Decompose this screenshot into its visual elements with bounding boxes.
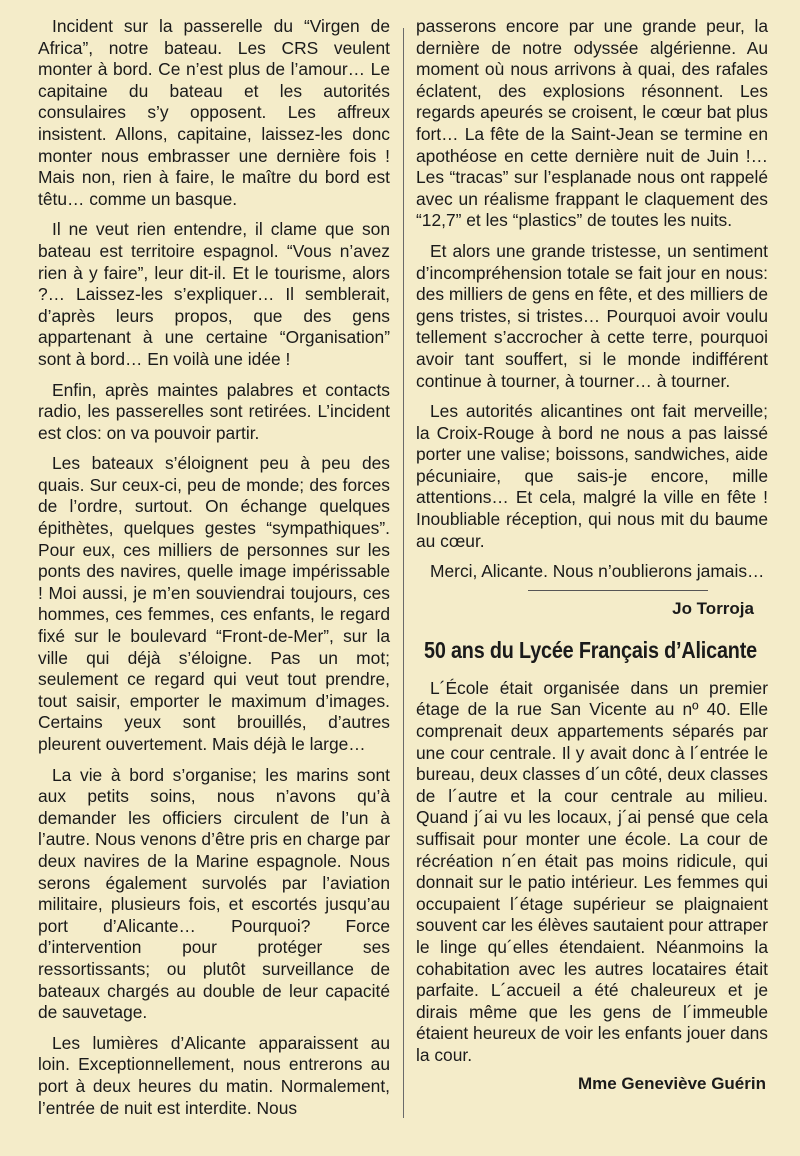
paragraph: Enfin, après maintes palabres et contacts radio, les passerelles sont retirées. L’incident est clos: on va pouvoir partir.: [38, 379, 390, 443]
article-title: 50 ans du Lycée Français d’Alicante: [424, 636, 757, 663]
signature-rule: [528, 590, 708, 591]
author-signature: Jo Torroja: [672, 598, 754, 618]
paragraph: Il ne veut rien entendre, il clame que son bateau est territoire espagnol. “Vous n’avez rien à y faire”, leur dit-il. Et le tourisme, alors ?… Laissez-les s’expliquer… Il semblerait, d’après leurs propos, que des gens appartenant à une certaine “Organisation” sont à bord… En voilà une idée !: [38, 219, 390, 369]
right-column: [416, 16, 768, 1108]
article-body: L´École était organisée dans un premier étage de la rue San Vicente au nº 40. Elle comprenait deux appartements séparés par une cour centrale. Il y avait donc à l´entrée le bureau, deux classes d´un côté, deux classes de l´autre et la cour centrale au milieu. Quand j´ai vu les locaux, j´ai pensé que cela suffisait pour monter une école. La cour de récréation n´en était pas moins ridicule, qui donnait sur le patio intérieur. Les femmes qui occupaient l´étage supérieur se plaignaient souvent car les élèves sautaient pour attraper le linge qu´elles étendaient. Néanmoins la cohabitation avec les autres locataires était parfaite. L´accueil a été chaleureux et je dirais même que les gens de l´immeuble étaient heureux de voir les enfants jouer dans la cour.: [416, 677, 768, 1065]
paragraph: La vie à bord s’organise; les marins sont aux petits soins, nous n’avons qu’à demander les officiers circulent de l’un à l’autre. Nous venons d’être pris en charge par deux navires de la Marine espagnole. Nous serons également survolés par l’aviation militaire, plusieurs fois, et escortés jusqu’au port d’Alicante… Pourquoi? Force d’intervention pour protéger ses ressortissants; ou plutôt surveillance de bateaux chargés au double de leur capacité de sauvetage.: [38, 764, 390, 1023]
left-column: [38, 16, 390, 1128]
paragraph: Les bateaux s’éloignent peu à peu des quais. Sur ceux-ci, peu de monde; des forces de l’ordre, surtout. On échange quelques épithètes, quelques gestes “sympathiques”. Pour eux, ces milliers de personnes sur les ponts des navires, quelle image impérissable ! Moi aussi, je m’en souviendrai toujours, ces hommes, ces femmes, ces enfants, le regard fixé sur le boulevard “Front-de-Mer”, sur la ville qui déjà s’éloigne. Pas un mot; seulement ce regard qui veut tout prendre, tout saisir, emporter le maximum d’images. Certains yeux sont brouillés, d’autres pleurent ouvertement. Mais déjà le large…: [38, 453, 390, 754]
paragraph: Incident sur la passerelle du “Virgen de Africa”, notre bateau. Les CRS veulent monter à bord. Ce n’est plus de l’amour… Le capitaine du bateau et les autorités consulaires s’y opposent. Les affreux insistent. Allons, capitaine, laissez-les donc monter nous embrasser une dernière fois ! Mais non, rien à faire, le maître du bord est têtu… comme un basque.: [38, 16, 390, 209]
paragraph: Et alors une grande tristesse, un sentiment d’incompréhension totale se fait jour en nous: des milliers de gens en fête, et des milliers de gens tristes, si tristes… Pourquoi avoir voulu tellement s’accrocher à cette terre, pourquoi avoir tant souffert, si le monde indifférent continue à tourner, à tourner… à tourner.: [416, 240, 768, 391]
paragraph: Merci, Alicante. Nous n’oublierons jamais…: [430, 561, 765, 582]
paragraph: Les lumières d’Alicante apparaissent au loin. Exceptionnellement, nous entrerons au port à deux heures du matin. Normalement, l’entrée de nuit est interdite. Nous: [38, 1032, 390, 1118]
paragraph: Les autorités alicantines ont fait merveille; la Croix-Rouge à bord ne nous a pas laissé porter une valise; boissons, sandwiches, aide pécuniaire, que sais-je encore, mille attentions… Et cela, malgré la ville en fête ! Inoubliable réception, qui nous mit du baume au cœur.: [416, 401, 768, 551]
article-signature: Mme Geneviève Guérin: [577, 1073, 766, 1093]
column-divider: [403, 28, 404, 1118]
paragraph-continuation: passerons encore par une grande peur, la dernière de notre odyssée algérienne. Au moment où nous arrivons à quai, des rafales éclatent, des explosions résonnent. Les regards apeurés se croisent, le cœur bat plus fort… La fête de la Saint-Jean se termine en apothéose en cette dernière nuit de Juin !… Les “tracas” sur l’esplanade nous ont rappelé avec un réalisme frappant le claquement des “12,7” et les “plastics” de toutes les nuits.: [416, 16, 768, 231]
